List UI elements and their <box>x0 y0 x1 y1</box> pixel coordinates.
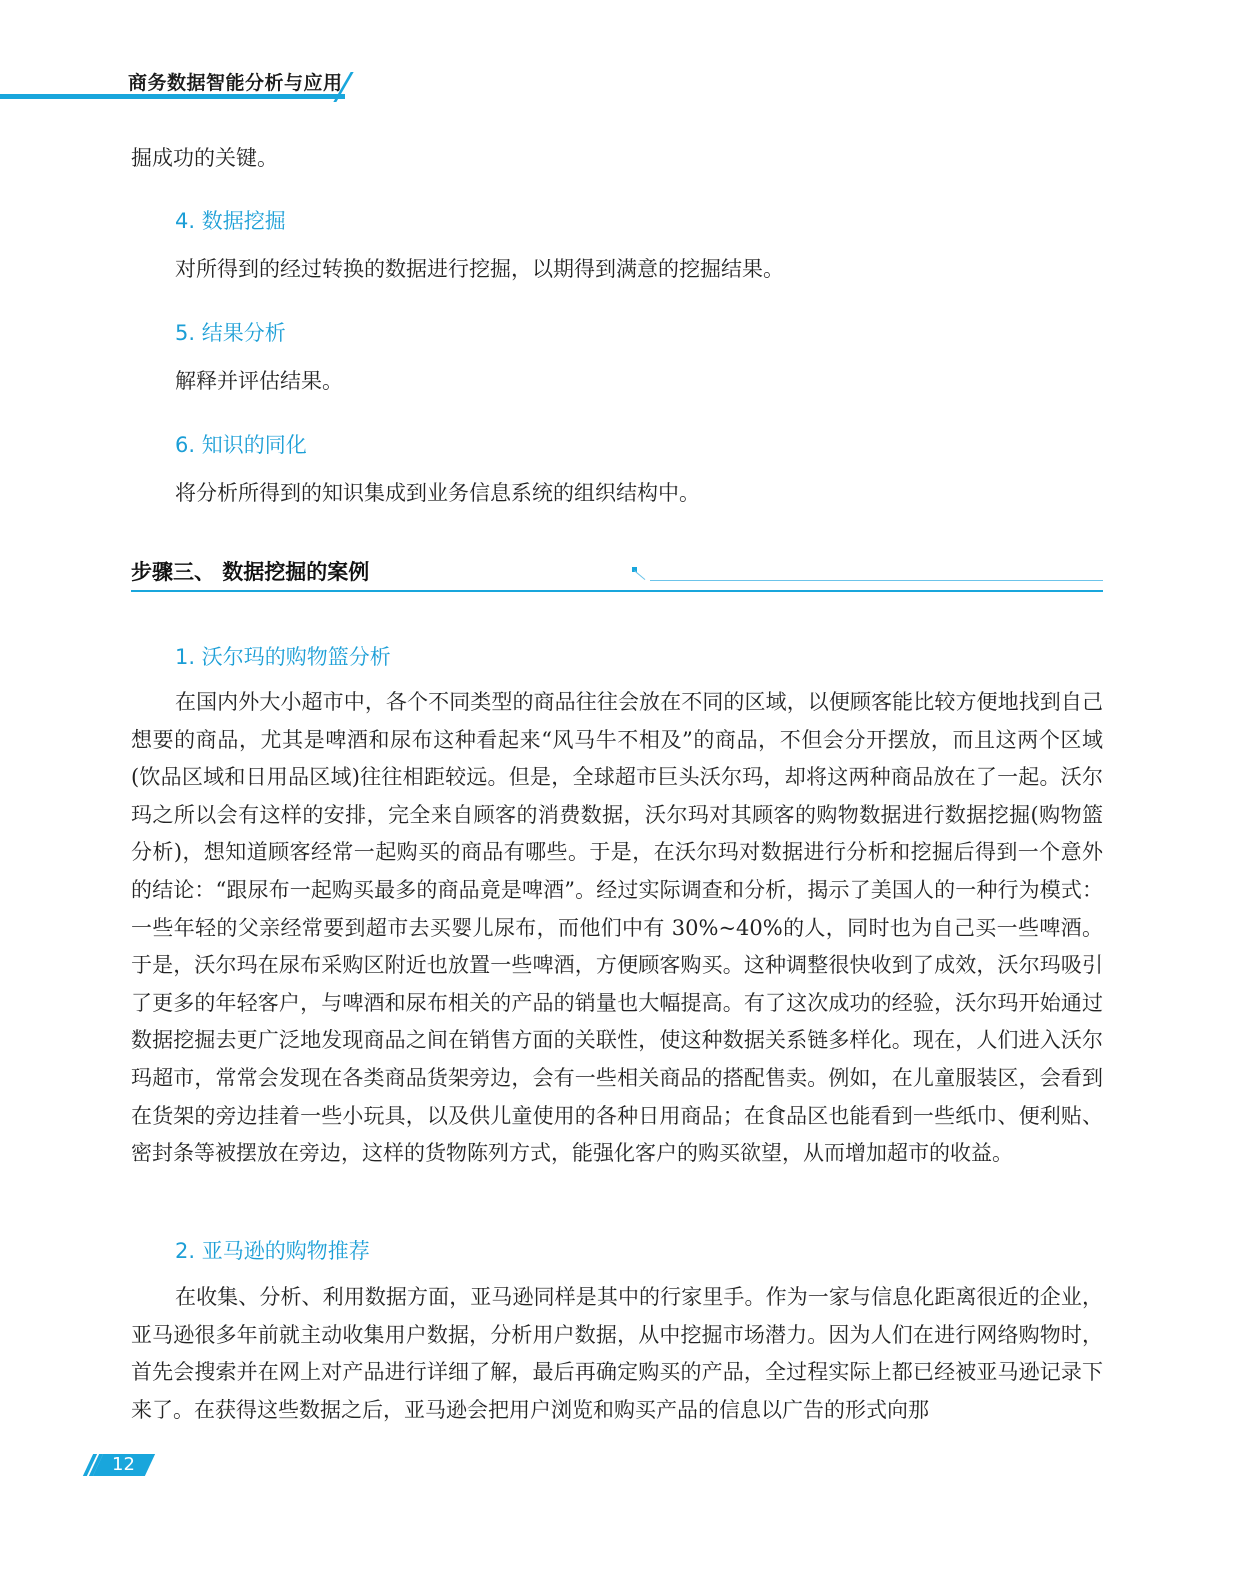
section-thin-rule <box>650 580 1103 581</box>
intro-line: 掘成功的关键。 <box>131 146 278 170</box>
step-heading-knowledge-assimilation: 6. 知识的同化 <box>175 433 307 457</box>
case-body-walmart: 在国内外大小超市中，各个不同类型的商品往往会放在不同的区域，以便顾客能比较方便地找到自己想要的商品，尤其是啤酒和尿布这种看起来“风马牛不相及”的商品，不但会分开摆放，而且这两个区域(饮品区域和日用品区域)往往相距较远。但是，全球超市巨头沃尔玛，却将这两种商品放在了一起。沃尔玛之所以会有这样的安排，完全来自顾客的消费数据，沃尔玛对其顾客的购物数据进行数据挖掘(购物篮分析)，想知道顾客经常一起购买的商品有哪些。于是，在沃尔玛对数据进行分析和挖掘后得到一个意外的结论：“跟尿布一起购买最多的商品竟是啤酒”。经过实际调查和分析，揭示了美国人的一种行为模式：一些年轻的父亲经常要到超市去买婴儿尿布，而他们中有 30%~40%的人，同时也为自己买一些啤酒。于是，沃尔玛在尿布采购区附近也放置一些啤酒，方便顾客购买。这种调整很快收到了成效，沃尔玛吸引了更多的年轻客户，与啤酒和尿布相关的产品的销量也大幅提高。有了这次成功的经验，沃尔玛开始通过数据挖掘去更广泛地发现商品之间在销售方面的关联性，使这种数据关系链多样化。现在，人们进入沃尔玛超市，常常会发现在各类商品货架旁边，会有一些相关商品的搭配售卖。例如，在儿童服装区，会看到在货架的旁边挂着一些小玩具，以及供儿童使用的各种日用商品；在食品区也能看到一些纸巾、便利贴、密封条等被摆放在旁边，这样的货物陈列方式，能强化客户的购买欲望，从而增加超市的收益。 <box>131 690 1103 1166</box>
step-body-data-mining: 对所得到的经过转换的数据进行挖掘，以期得到满意的挖掘结果。 <box>175 257 784 281</box>
section-rule <box>131 590 1103 592</box>
header-rule <box>0 94 345 99</box>
book-title: 商务数据智能分析与应用 <box>128 72 343 94</box>
case-heading-amazon: 2. 亚马逊的购物推荐 <box>175 1239 370 1263</box>
step-body-result-analysis: 解释并评估结果。 <box>175 369 343 393</box>
section-title: 步骤三、 数据挖掘的案例 <box>131 560 370 584</box>
step-body-knowledge-assimilation: 将分析所得到的知识集成到业务信息系统的组织结构中。 <box>175 481 700 505</box>
case-heading-walmart: 1. 沃尔玛的购物篮分析 <box>175 645 391 669</box>
step-heading-data-mining: 4. 数据挖掘 <box>175 209 286 233</box>
case-body-amazon: 在收集、分析、利用数据方面，亚马逊同样是其中的行家里手。作为一家与信息化距离很近的企业，亚马逊很多年前就主动收集用户数据，分析用户数据，从中挖掘市场潜力。因为人们在进行网络购物时，首先会搜索并在网上对产品进行详细了解，最后再确定购买的产品，全过程实际上都已经被亚马逊记录下来了。在获得这些数据之后，亚马逊会把用户浏览和购买产品的信息以广告的形式向那 <box>131 1285 1103 1422</box>
page-number: 12 <box>112 1454 135 1475</box>
step-heading-result-analysis: 5. 结果分析 <box>175 321 286 345</box>
section-diagonal-decoration <box>634 570 645 580</box>
